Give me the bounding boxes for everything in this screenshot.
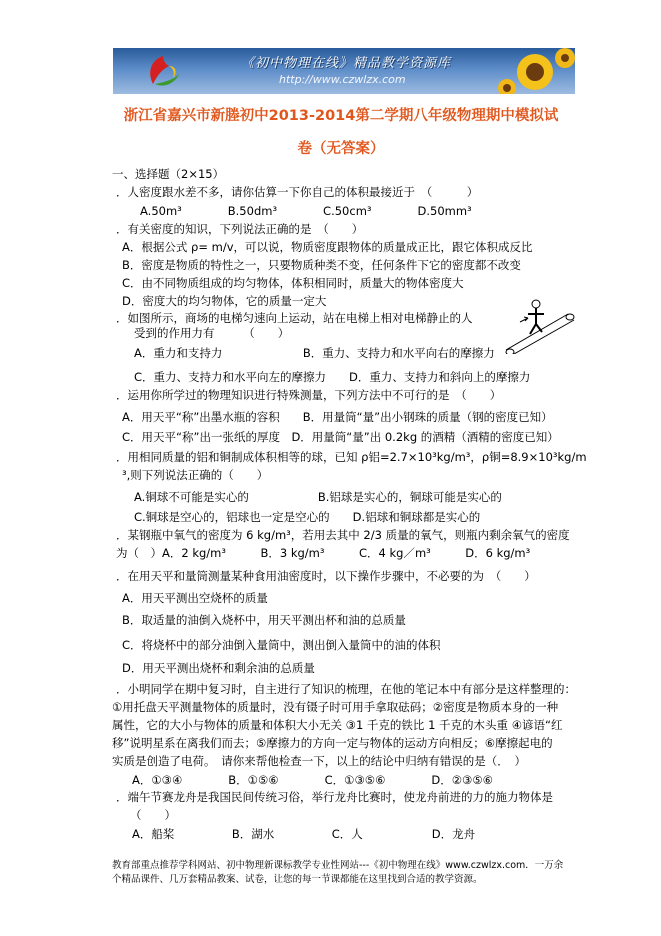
question-line: ．用相同质量的铝和铜制成体积相等的球，已知 ρ铝=2.7×10³kg/m³，ρ铜=8.9×10³kg/m [116,450,587,464]
question-line: 移”说明星系在离我们而去；⑤摩擦力的方向一定与物体的运动方向相反；⑥摩擦起电的 [112,736,553,750]
banner-title: 《初中物理在线》精品教学资源库 [241,56,452,71]
question-line: 实质是创造了电荷。 请你来帮他检查一下，以上的结论中归纳有错误的是（． ） [112,754,526,768]
footer-line1: 教育部重点推荐学科网站、初中物理新课标教学专业性网站---《初中物理在线》www.czwlzx.com．一万余 [112,860,564,871]
option-line: C.铜球是空心的，铝球也一定是空心的 D.铝球和铜球都是实心的 [134,510,481,524]
header-banner [113,48,575,94]
option-line: A．用天平测出空烧杯的质量 [122,591,268,605]
option-line: A．①③④ B．①⑤⑥ C．①③⑤⑥ D．②③⑤⑥ [132,773,493,787]
question-line: ．有关密度的知识，下列说法正确的是 （ ） [116,222,364,236]
question-line: ．如图所示，商场的电梯匀速向上运动，站在电梯上相对电梯静止的人 [116,311,473,325]
option-line: C．由不同物质组成的均匀物体，体积相同时，质量大的物体密度大 [122,276,464,290]
option-line: A.铜球不可能是实心的 B.铝球是实心的，铜球可能是实心的 [134,490,502,504]
option-line: C．用天平“称”出一张纸的厚度 D．用量筒“量”出 0.2kg 的酒精（酒精的密度已知） [122,430,559,444]
document-title-line2: 卷（无答案） [297,141,385,157]
question-line: ①用托盘天平测量物体的质量时，没有镊子时可用手拿取砝码；②密度是物质本身的一种 [112,700,559,714]
question-line: 属性，它的大小与物体的质量和体积大小无关 ③1 千克的铁比 1 千克的木头重 ④谚语“红 [112,718,563,732]
option-line: C．将烧杯中的部分油倒入量筒中，测出倒入量筒中的油的体积 [122,638,441,652]
option-line: A．船桨 B．湖水 C．人 D．龙舟 [132,827,476,841]
option-line: 为（ ）A．2 kg/m³ B．3 kg/m³ C．4 kg／m³ D．6 kg/m³ [116,546,531,560]
option-line: A.50m³ B.50dm³ C.50cm³ D.50mm³ [140,204,472,218]
document-title-line1: 浙江省嘉兴市新塍初中2013-2014第二学期八年级物理期中模拟试 [123,108,559,124]
question-line: ．运用你所学过的物理知识进行特殊测量，下列方法中不可行的是 （ ） [116,388,502,402]
option-line: A．用天平“称”出墨水瓶的容积 B．用量筒“量”出小钢珠的质量（钢的密度已知） [122,410,553,424]
option-line: C．重力、支持力和水平向左的摩擦力 D．重力、支持力和斜向上的摩擦力 [134,370,531,384]
question-line: ³,则下列说法正确的（ ） [122,468,269,482]
question-line: ．小明同学在期中复习时，自主进行了知识的梳理，在他的笔记本中有部分是这样整理的： [116,682,576,696]
question-line: ．在用天平和量筒测量某种食用油密度时，以下操作步骤中，不必要的为 （ ） [116,569,536,583]
option-line: D．用天平测出烧杯和剩余油的总质量 [122,661,315,675]
escalator-figure [498,296,576,354]
sunflower-icon [495,48,575,94]
footer-line2: 个精品课件、几万套精品教案、试卷，让您的每一节课都能在这里找到合适的教学资源。 [112,874,483,885]
option-line: A．重力和支持力 B．重力、支持力和水平向右的摩擦力 [134,346,495,360]
question-line: ．某钢瓶中氧气的密度为 6 kg/m³，若用去其中 2/3 质量的氧气，则瓶内剩余氧气的密度 [116,528,570,542]
banner-url[interactable]: http://www.czwlzx.com [279,73,406,86]
question-line: ．人密度跟水差不多，请你估算一下你自己的体积最接近于 （ ） [116,185,479,199]
option-line: B．密度是物质的特性之一，只要物质种类不变，任何条件下它的密度都不改变 [122,258,521,272]
section-heading: 一、选择题（2×15） [112,167,225,181]
option-line: A．根据公式 ρ= m/v，可以说，物质密度跟物体的质量成正比，跟它体积成反比 [122,240,533,254]
site-logo-icon [143,54,183,90]
option-line: D．密度大的均匀物体，它的质量一定大 [122,294,327,308]
question-line: 受到的作用力有 （ ） [134,326,290,340]
option-line: B．取适量的油倒入烧杯中，用天平测出杯和油的总质量 [122,613,406,627]
question-line: ．端午节赛龙舟是我国民间传统习俗，举行龙舟比赛时，使龙舟前进的力的施力物体是 [116,790,553,804]
question-line: （ ） [130,808,176,822]
